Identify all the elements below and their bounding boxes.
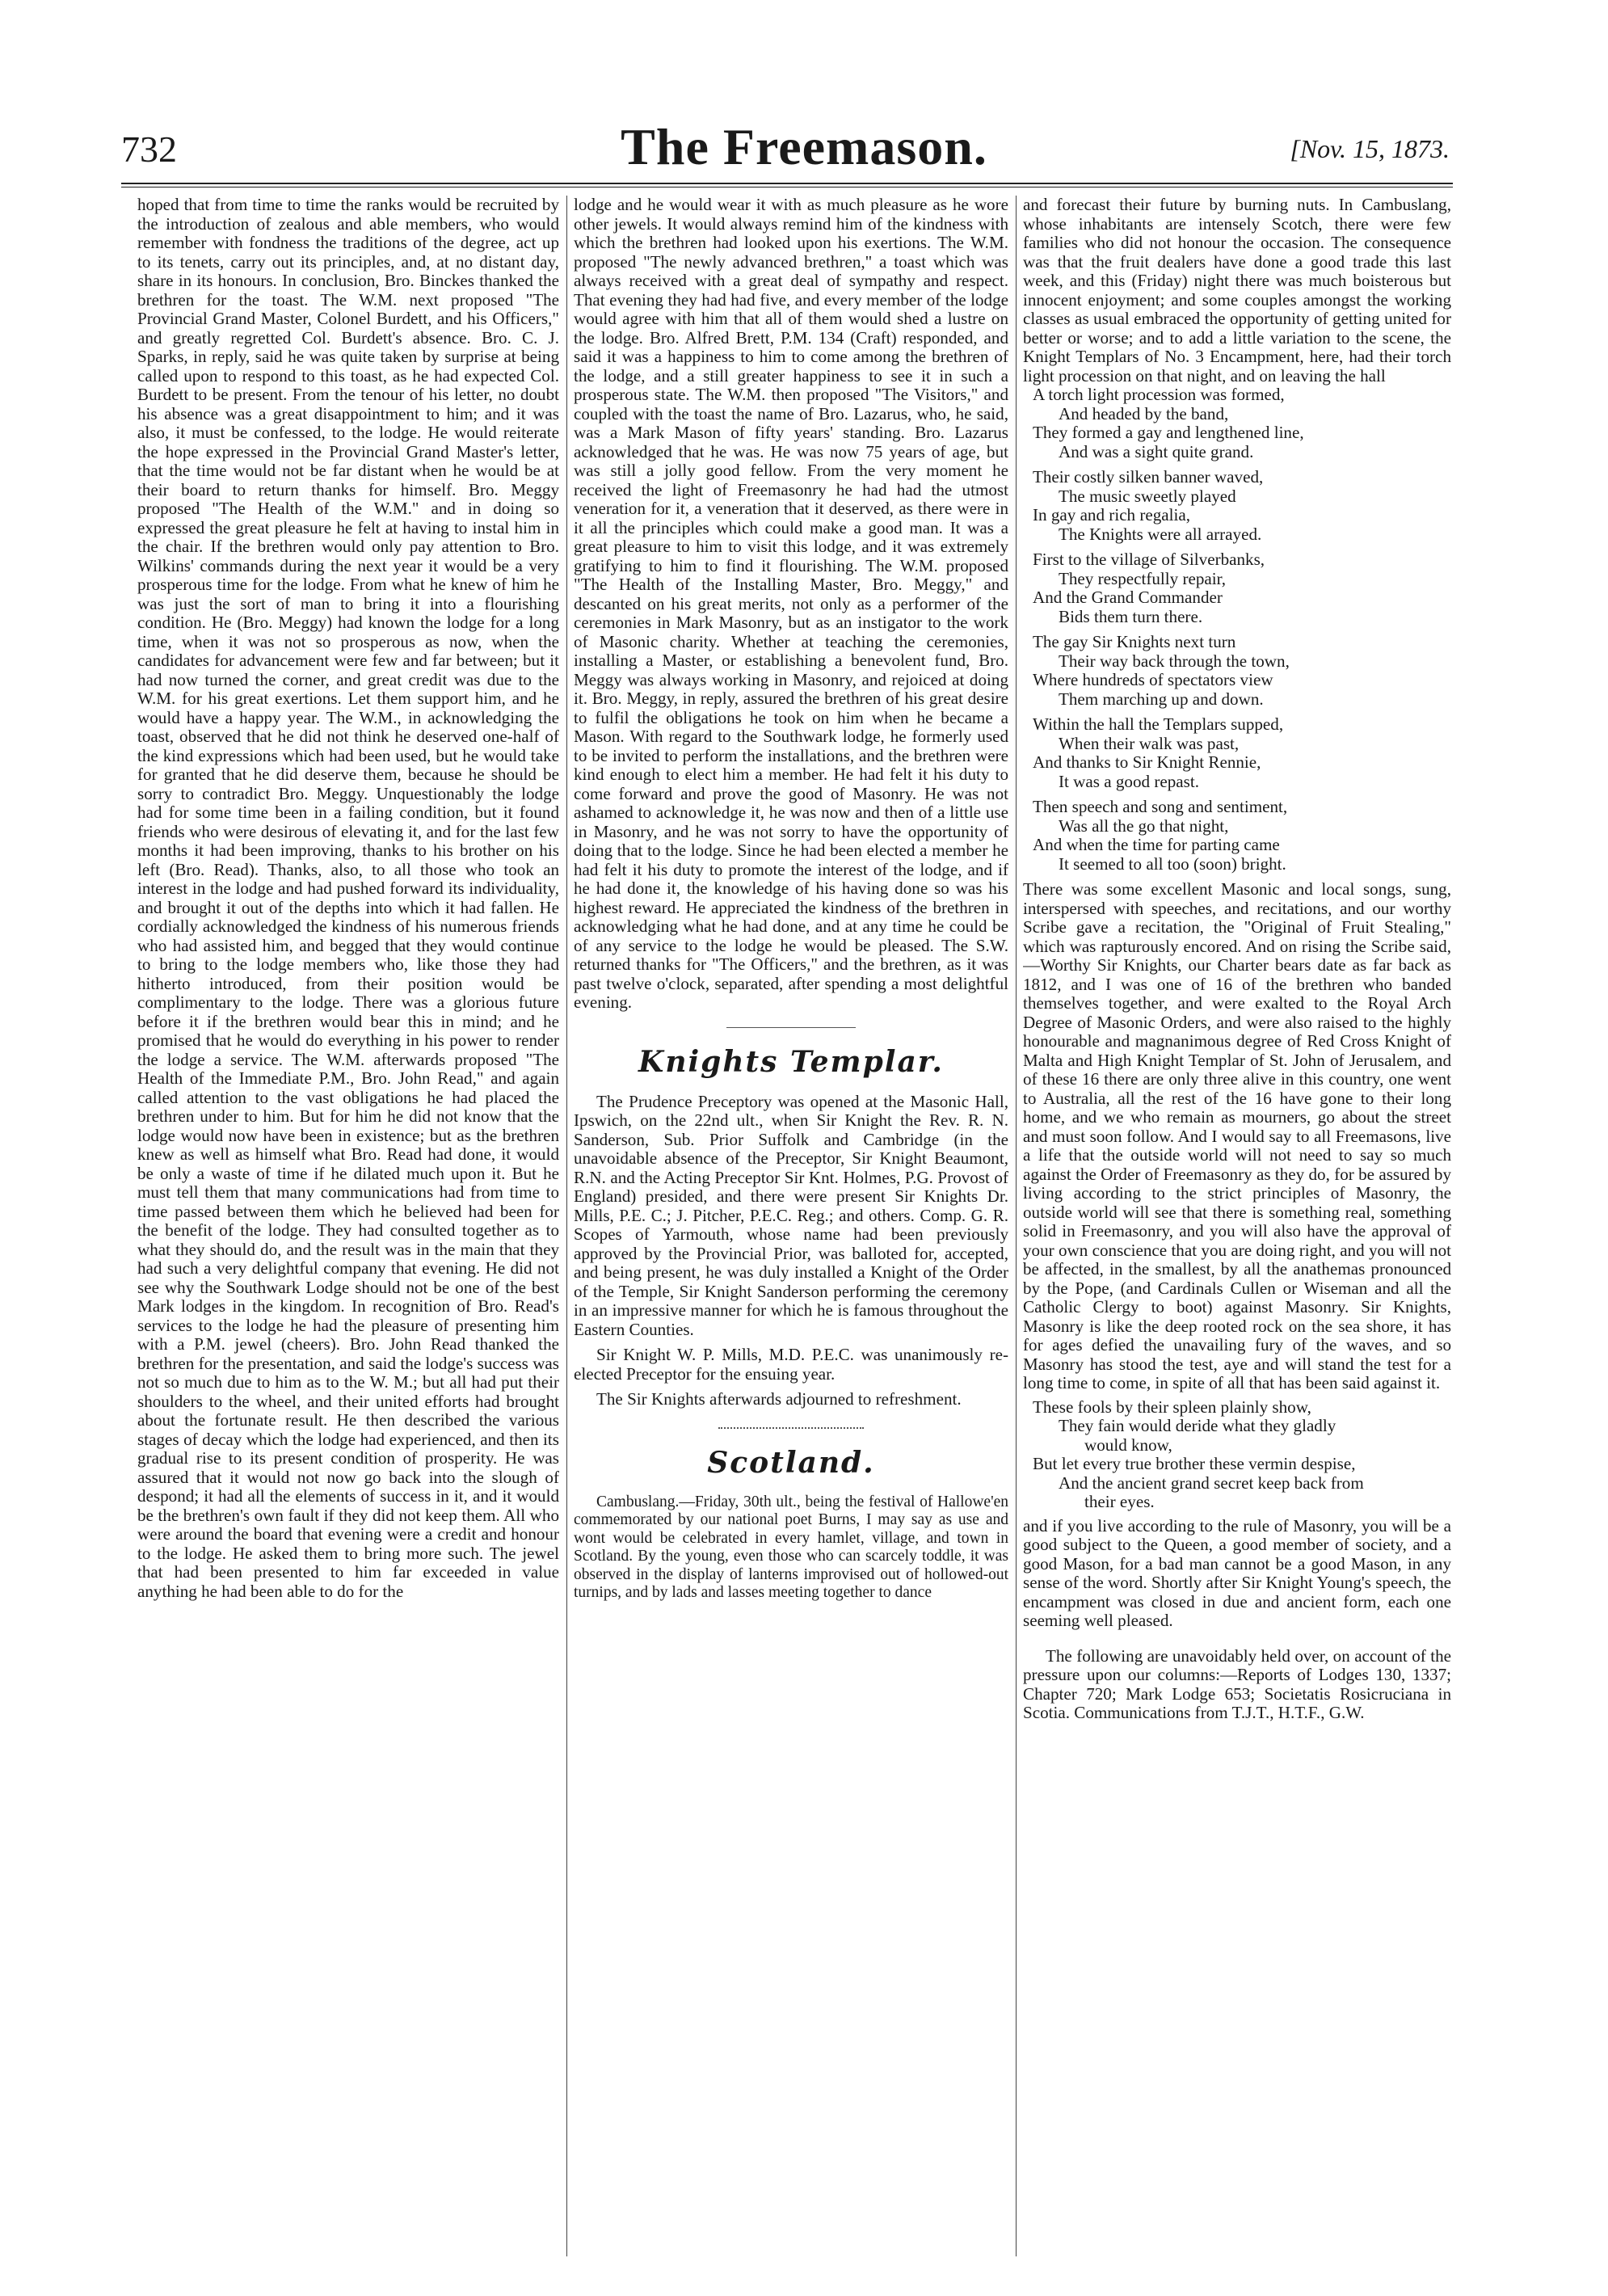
article-text: The Sir Knights afterwards adjourned to refreshment. [596,1389,962,1409]
poem-line: These fools by their spleen plainly show, [1033,1397,1311,1417]
section-heading-knights-templar: Knights Templar. [638,1044,944,1079]
poem-line: The gay Sir Knights next turn [1033,632,1236,651]
poem-line: Bids them turn there. [1059,606,1203,626]
poem-line: In gay and rich regalia, [1033,505,1191,524]
poem-stanza [1033,798,1451,874]
page-number: 732 [121,128,177,170]
masthead-title: The Freemason. [621,118,987,175]
poem-line: Was all the go that night, [1059,815,1229,836]
column-2 [574,196,1008,2266]
poem-line: And thanks to Sir Knight Rennie, [1033,752,1261,772]
poem-line: Within the hall the Templars supped, [1033,714,1284,734]
poem-line: And when the time for parting came [1033,835,1280,854]
column-divider [566,196,567,2256]
section-separator [718,1427,864,1429]
poem-stanza [1033,715,1451,791]
poem-stanza [1033,385,1451,461]
poem-line: And the ancient grand secret keep back from [1059,1472,1364,1493]
poem [1023,385,1451,874]
poem-line: It seemed to all too (soon) bright. [1059,853,1286,874]
editorial-notice: The following are unavoidably held over, on account of the pressure upon our columns:—Reports of Lodges 130, 1337; Chapter 720; Mark Lodge 653; Societatis Rosicruciana in Scotia. Communications from T.J.T., H.T.F., G.W. [1023,1645,1451,1722]
poem-stanza [1033,550,1451,626]
poem-line: They fain would deride what they gladly [1059,1416,1336,1435]
column-divider [1016,196,1017,2256]
verse [1023,1398,1451,1512]
poem-line: would know, [1084,1434,1172,1455]
poem-line: Where hundreds of spectators view [1033,670,1273,689]
poem-line: their eyes. [1084,1492,1155,1511]
poem-line: A torch light procession was formed, [1033,385,1285,404]
poem-line: The music sweetly played [1059,486,1236,506]
section-separator [726,1027,856,1028]
poem-line: It was a good repast. [1059,771,1199,791]
article-text: and forecast their future by burning nuts. In Cambuslang, whose inhabitants are intensely Scotch, there were few families who did not honour the occasion. The consequence was that the fruit dealers have done a good trade this last week, and this (Friday) night there was much boisterous but innocent enjoyment; and some couples amongst the working classes as usual embraced the opportunity of getting united for better or worse; and to add a little variation to the scene, the Knight Templars of No. 3 Encampment, here, had their torch light procession on that night, and on leaving the hall [1023,196,1451,385]
article-text: Sir Knight W. P. Mills, M.D. P.E.C. was unanimously re-elected Preceptor for the ensuing year. [574,1345,1008,1384]
poem-line: They respectfully repair, [1059,568,1227,588]
poem-line: First to the village of Silverbanks, [1033,550,1265,569]
article-text: The Prudence Preceptory was opened at the Masonic Hall, Ipswich, on the 22nd ult., when Sir Knight the Rev. R. N. Sanderson, Sub. Prior Suffolk and Cambridge (in the unavoidable absence of the Preceptor, Sir Knight Beaumont, R.N. and the Acting Preceptor Sir Knt. Holmes, P.G. Provost of England) presided, and there were present Sir Knights Dr. Mills, P.E. C.; J. Pitcher, P.E.C. Reg.; and others. Comp. G. R. Scopes of Yarmouth, whose name had been previously approved by the Provincial Prior, was balloted for, accepted, and being present, he was duly installed a Knight of the Order of the Temple, Sir Knight Sanderson performing the ceremony in an impressive manner for which he is famous throughout the Eastern Counties. [574,1091,1008,1339]
poem-stanza [1033,633,1451,709]
header-rule [121,183,1453,184]
poem-line: But let every true brother these vermin despise, [1033,1454,1356,1473]
poem-line: The Knights were all arrayed. [1059,524,1262,544]
column-3 [1023,196,1451,2266]
article-text: hoped that from time to time the ranks would be recruited by the introduction of zealous and able members, who would remember with fondness the traditions of the degree, act up to its tenets, carry out its principles, and, at no distant day, share in its honours. In conclusion, Bro. Binckes thanked the brethren for the toast. The W.M. next proposed "The Provincial Grand Master, Colonel Burdett, and his Officers," and greatly regretted Col. Burdett's absence. Bro. C. J. Sparks, in reply, said he was quite taken by surprise at being called upon to respond to this toast, as he had expected Col. Burdett to be present. From the tenour of his letter, no doubt his absence was a great disappointment to him; and it was also, it must be confessed, to the lodge. He would reiterate the hope expressed in the Provincial Grand Master's letter, that the time would not be far distant when he would be at their board to return thanks for himself. Bro. Meggy proposed "The Health of the W.M." and in doing so expressed the great pleasure he felt at having to instal him in the chair. If the brethren would only pay attention to Bro. Wilkins' commands during the next year it would be a very prosperous time for the lodge. From what he knew of him he was just the sort of man to bring it into a flourishing condition. He (Bro. Meggy) had known the lodge for a long time, when it was not so prosperous as now, when the candidates for advancement were few and far between; but it had now turned the corner, and great credit was due to the W.M. for his great exertions. Let them support him, and he would have a happy year. The W.M., in acknowledging the toast, observed that he did not think he deserved one-half of the kind expressions which had been used, but he would take for granted that he did deserve them, because he should be sorry to contradict Bro. Meggy. Unquestionably the lodge had for some time been in a failing condition, but it found friends who were desirous of elevating it, and for the last few months it had been improving, thanks to his brother on his left (Bro. Read). Thanks, also, to all those who took an interest in the lodge and had pushed forward its individuality, and brought it out of the depths into which it had fallen. He cordially acknowledged the kindness of his numerous friends who had assisted him, and begged that they would continue to bring to the lodge members who, like those they had hitherto introduced, from their position would be complimentary to the lodge. There was a glorious future before it if the brethren would bear this in mind; and he promised that he would do everything in his power to render the lodge a service. The W.M. afterwards proposed "The Health of the Immediate P.M., Bro. John Read," and again called attention to the vast obligations he had placed the brethren under to him. But for him he did not know that the lodge would now have been in existence; but as the brethren knew as well as himself what Bro. Read had done, it would be only a waste of time if he dilated much upon it. But he must tell them that many communications had from time to time passed between them which he believed had been for the benefit of the lodge. They had consulted together as to what they should do, and the result was in the main that they had such a very delightful company that evening. He did not see why the Southwark Lodge should not be one of the best Mark lodges in the kingdom. In recognition of Bro. Read's services to the lodge he had the pleasure of presenting him with a P.M. jewel (cheers). Bro. John Read thanked the brethren for the presentation, and said the lodge's success was not so much due to him as to the W. M.; but all had put their shoulders to the wheel, and their united efforts had brought about the fortunate result. He then described the various stages of decay which the lodge had experienced, and then its gradual rise to its present condition of prosperity. He was assured that it would not now go back into the slough of despond; it had all the elements of success in it, and it would be the brethren's own fault if they did not keep them. All who were around the board that evening were a credit and honour to the lodge. He asked them to bring more such. The jewel that had been presented to him far exceeded in value anything he had been able to do for the [137,196,559,1601]
poem-line: They formed a gay and lengthened line, [1033,423,1304,442]
poem-line: Their costly silken banner waved, [1033,467,1264,487]
poem-line: And headed by the band, [1059,403,1229,423]
article-text: There was some excellent Masonic and local songs, sung, interspersed with speeches, and recitations, and our worthy Scribe gave a recitation, the "Original of Fruit Stealing," which was rapturously encored. And on rising the Scribe said,—Worthy Sir Knights, our Charter bears date as far back as 1812, and I was one of 16 of the brethren who banded themselves together, and were exalted to the Royal Arch Degree of Masonic Orders, and were also raised to the highly honourable and magnanimous degree of Red Cross Knight of Malta and High Knight Templar of St. John of Jerusalem, and of these 16 there are only three alive in this country, one went to Australia, all the rest of the 16 have gone to their long home, and we who remain as mourners, go about the street and must soon follow. And I would say to all Freemasons, live a life that the outside world will not need to say so much against the Order of Freemasonry as they do, for be assured by living according to the strict principles of Masonry, the outside world will see that there is something real, something solid in Freemasonry, and you will also have the approval of your own conscience that you are doing right, and you will not be affected, in the smallest, by all the anathemas pronounced by the Pope, (and Cardinals Cullen or Wiseman and all the Catholic Clergy to boot) against Masonry. Sir Knights, Masonry is like the deep rooted rock on the sea shore, it has for ages defied the unavailing fury of the waves, and so Masonry has stood the test, aye and will stand the test for a long time to come, in spite of all that has been said against it. [1023,879,1451,1392]
article-text: lodge and he would wear it with as much pleasure as he wore other jewels. It would always remind him of the kindness with which the brethren had looked upon his exertions. The W.M. proposed "The newly advanced brethren," a toast which was always received with a great deal of sympathy and respect. That evening they had had five, and every member of the lodge would agree with him that all of them would shed a lustre on the lodge. Bro. Alfred Brett, P.M. 134 (Craft) responded, and said it was a happiness to him to come among the brethren of the lodge, and a still greater happiness to see it in such a prosperous state. The W.M. then proposed "The Visitors," and coupled with the toast the name of Bro. Lazarus, who, he said, was a Mark Mason of fifty years' standing. Bro. Lazarus acknowledged that he was. He was now 75 years of age, but was still a jolly good fellow. From the very moment he received the light of Freemasonry he had had the utmost veneration for it, a veneration that it deserved, as there were in it all the principles which could make a good man. It was a great pleasure to him to visit this lodge, and it was extremely gratifying to him to find it flourishing. The W.M. proposed "The Health of the Installing Master, Bro. Meggy," and descanted on his great merits, not only as a performer of the ceremonies in Mark Masonry, but as an instigator to the work of Masonic charity. Whether at teaching the ceremonies, installing a Master, or establishing a benevolent fund, Bro. Meggy was always working in Masonry, and rejoiced at doing it. Bro. Meggy, in reply, assured the brethren of his great desire to fulfil the obligations he took on him when he became a Mason. With regard to the Southwark lodge, he formerly used to be invited to perform the installations, and the brethren were kind enough to elect him a member. He had felt it his duty to come forward and prove the good of Masonry. He was not ashamed to acknowledge it, he was now and then of a little use in Masonry, and he was not sorry to have the opportunity of doing that to the lodge. Since he had been elected a member he had felt it his duty to promote the interest of the lodge, and if he had done it, the knowledge of his having done so was his highest reward. He appreciated the kindness of the brethren in acknowledging what he had done, and at any time he could be of any service to the lodge he would be pleased. The S.W. returned thanks for "The Officers," and the brethren, as it was past twelve o'clock, separated, after spending a most delightful evening. [574,196,1008,1012]
section-heading-scotland: Scotland. [707,1445,875,1480]
poem-line: And was a sight quite grand. [1059,441,1254,461]
poem-line: Then speech and song and sentiment, [1033,797,1288,816]
poem-stanza [1033,468,1451,544]
poem-line: When their walk was past, [1059,733,1240,753]
poem-line: Them marching up and down. [1059,689,1264,709]
article-text: Cambuslang.—Friday, 30th ult., being the festival of Hallowe'en commemorated by our national poet Burns, I may say as use and wont would be celebrated in every hamlet, village, and town in Scotland. By the young, even those who can scarcely toddle, it was observed in the display of lanterns improvised out of hollowed-out turnips, and by lads and lasses meeting together to dance [574,1493,1008,1601]
issue-date: [Nov. 15, 1873. [1290,134,1450,163]
column-1 [137,196,559,2266]
spacer [1023,1631,1451,1647]
poem-line: And the Grand Commander [1033,588,1223,607]
article-text: and if you live according to the rule of Masonry, you will be a good subject to the Queen, a good member of society, and a good Mason, for a bad man cannot be a good Mason, in any sense of the word. Shortly after Sir Knight Young's speech, the encampment was closed in due and ancient form, each one seeming well pleased. [1023,1515,1451,1630]
poem-line: Their way back through the town, [1059,651,1290,671]
